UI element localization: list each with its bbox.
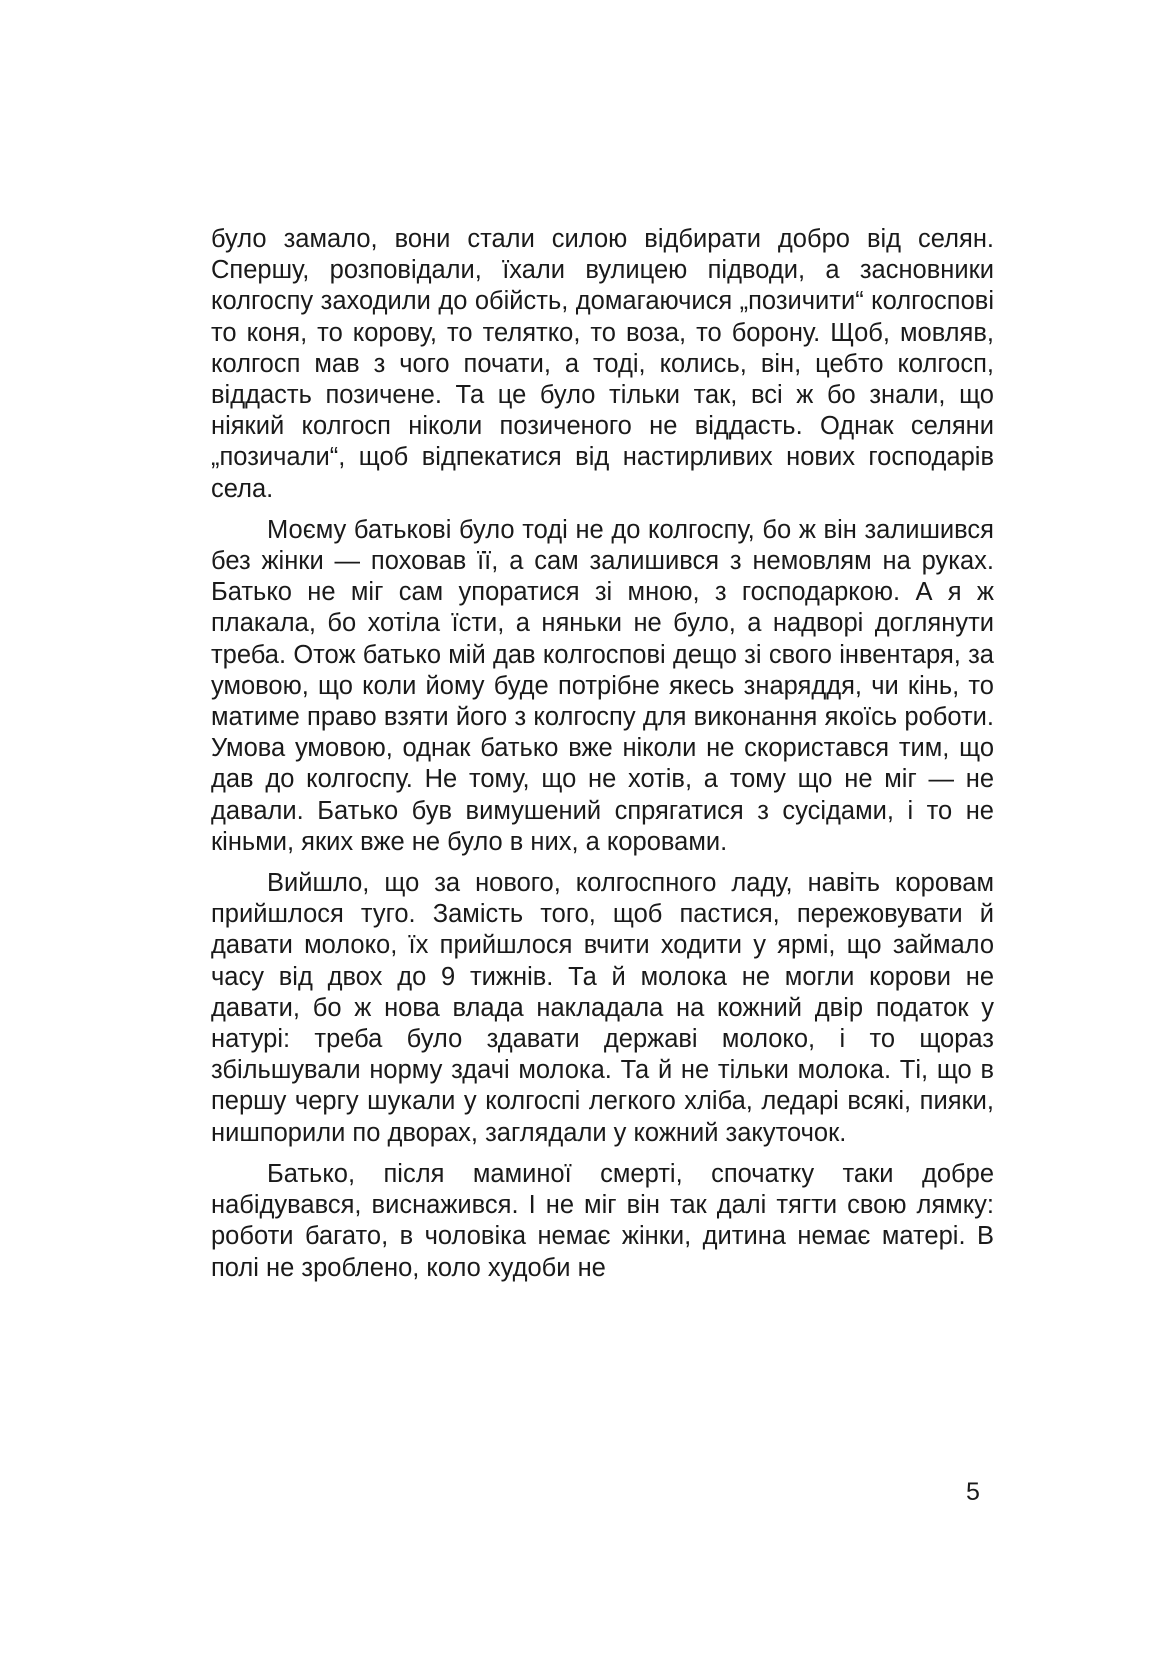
page-text-block: [211, 224, 994, 1294]
page-number: 5: [966, 1478, 980, 1506]
paragraph-2: Моєму батькові було тоді не до колгоспу, бо ж він залишився без жінки — поховав її, а сам залишився з немовлям на руках. Батько не міг сам упоратися зі мною, з господаркою. А я ж плакала, бо хотіла їсти, а няньки не було, а надворі доглянути треба. Отож батько мій дав колгоспові дещо зі свого інвентаря, за умовою, що коли йому буде потрібне якесь знаряддя, чи кінь, то матиме право взяти його з колгоспу для виконання якоїсь роботи. Умова умовою, однак батько вже ніколи не скористався тим, що дав до колгоспу. Не тому, що не хотів, а тому що не міг — не давали. Батько був вимушений спрягатися з сусідами, і то не кіньми, яких вже не було в них, а коровами.: [211, 515, 994, 856]
paragraph-3: Вийшло, що за нового, колгоспного ладу, навіть коровам прийшлося туго. Замість того, щоб пастися, пережовувати й давати молоко, їх прийшлося вчити ходити у ярмі, що займало часу від двох до 9 тижнів. Та й молока не могли корови не давати, бо ж нова влада накладала на кожний двір податок у натурі: треба було здавати державі молоко, і то щораз збільшували норму здачі молока. Та й не тільки молока. Ті, що в першу чергу шукали у колгоспі легкого хліба, ледарі всякі, пияки, нишпорили по дворах, заглядали у кожний закуточок.: [211, 869, 994, 1147]
paragraph-4: Батько, після маминої смерті, спочатку таки добре набідувався, виснажився. І не міг він так далі тягти свою лямку: роботи багато, в чоловіка немає жінки, дитина немає матері. В полі не зроблено, коло худоби не: [211, 1159, 994, 1282]
paragraph-1: було замало, вони стали силою відбирати добро від селян. Спершу, розповідали, їхали вулицею підводи, а засновники колгоспу заходили до обійсть, домагаючися „позичити“ колгоспові то коня, то корову, то телятко, то воза, то борону. Щоб, мовляв, колгосп мав з чого почати, а тоді, колись, він, цебто колгосп, віддасть позичене. Та це було тільки так, всі ж бо знали, що ніякий колгосп ніколи позиченого не віддасть. Однак селяни „позичали“, щоб відпекатися від настирливих нових господарів села.: [211, 225, 994, 503]
